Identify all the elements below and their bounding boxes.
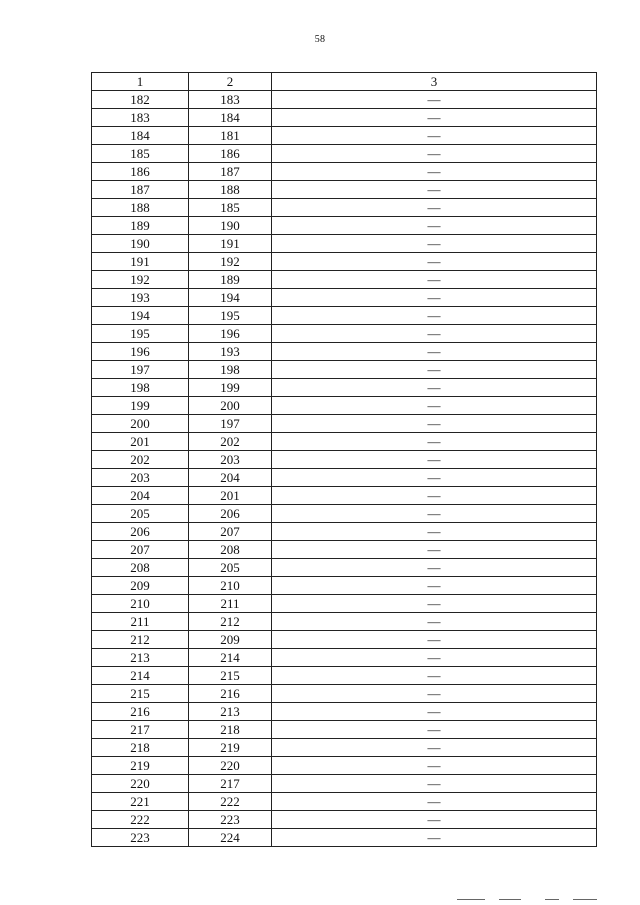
table-cell-col-2: 207	[189, 523, 272, 541]
table-cell-col-3: —	[272, 721, 597, 739]
table-row	[92, 721, 597, 739]
table-header	[92, 73, 597, 91]
table-cell-col-2: 224	[189, 829, 272, 847]
table-cell-col-2: 208	[189, 541, 272, 559]
table-cell-col-2: 183	[189, 91, 272, 109]
table-cell-col-2: 192	[189, 253, 272, 271]
table-cell-col-2: 184	[189, 109, 272, 127]
table-cell-col-2: 198	[189, 361, 272, 379]
table-cell-col-2: 199	[189, 379, 272, 397]
table-cell-col-1: 201	[92, 433, 189, 451]
table-cell-col-3: —	[272, 775, 597, 793]
table-cell-col-2: 205	[189, 559, 272, 577]
table-cell-col-2: 219	[189, 739, 272, 757]
table-cell-col-2: 189	[189, 271, 272, 289]
table-cell-col-3: —	[272, 253, 597, 271]
table-row	[92, 127, 597, 145]
table-cell-col-1: 185	[92, 145, 189, 163]
table-cell-col-3: —	[272, 145, 597, 163]
table-cell-col-2: 185	[189, 199, 272, 217]
table-cell-col-3: —	[272, 397, 597, 415]
table-row	[92, 433, 597, 451]
table-cell-col-3: —	[272, 613, 597, 631]
table-cell-col-1: 222	[92, 811, 189, 829]
table-row	[92, 397, 597, 415]
table-cell-col-3: —	[272, 793, 597, 811]
table-row	[92, 595, 597, 613]
table-cell-col-2: 190	[189, 217, 272, 235]
table-cell-col-1: 221	[92, 793, 189, 811]
table-row	[92, 361, 597, 379]
table-row	[92, 505, 597, 523]
table-cell-col-1: 182	[92, 91, 189, 109]
table-cell-col-2: 195	[189, 307, 272, 325]
table-cell-col-3: —	[272, 415, 597, 433]
table-cell-col-2: 200	[189, 397, 272, 415]
table-cell-col-3: —	[272, 289, 597, 307]
table-row	[92, 487, 597, 505]
table-cell-col-2: 201	[189, 487, 272, 505]
table-cell-col-1: 205	[92, 505, 189, 523]
table-cell-col-3: —	[272, 325, 597, 343]
table-cell-col-2: 213	[189, 703, 272, 721]
table-cell-col-3: —	[272, 685, 597, 703]
table-cell-col-3: —	[272, 379, 597, 397]
table-row	[92, 811, 597, 829]
table-cell-col-1: 202	[92, 451, 189, 469]
table-cell-col-2: 181	[189, 127, 272, 145]
table-cell-col-2: 203	[189, 451, 272, 469]
table-row	[92, 577, 597, 595]
table-cell-col-3: —	[272, 559, 597, 577]
table-cell-col-3: —	[272, 667, 597, 685]
table-cell-col-3: —	[272, 451, 597, 469]
table-cell-col-1: 191	[92, 253, 189, 271]
table-cell-col-3: —	[272, 829, 597, 847]
table-cell-col-2: 222	[189, 793, 272, 811]
table-cell-col-3: —	[272, 811, 597, 829]
table-row	[92, 667, 597, 685]
column-header-2: 2	[189, 73, 272, 91]
table-row	[92, 613, 597, 631]
table-cell-col-1: 190	[92, 235, 189, 253]
table-row	[92, 91, 597, 109]
table-row	[92, 685, 597, 703]
table-cell-col-2: 197	[189, 415, 272, 433]
table-row	[92, 289, 597, 307]
table-cell-col-2: 187	[189, 163, 272, 181]
table-cell-col-1: 214	[92, 667, 189, 685]
table-cell-col-2: 194	[189, 289, 272, 307]
table-cell-col-3: —	[272, 577, 597, 595]
table-row	[92, 217, 597, 235]
data-table	[91, 72, 597, 847]
header-row	[92, 73, 597, 91]
table-cell-col-1: 216	[92, 703, 189, 721]
table-cell-col-2: 217	[189, 775, 272, 793]
table-row	[92, 343, 597, 361]
table-cell-col-3: —	[272, 235, 597, 253]
column-header-3: 3	[272, 73, 597, 91]
table-cell-col-3: —	[272, 361, 597, 379]
table-cell-col-1: 197	[92, 361, 189, 379]
table-row	[92, 451, 597, 469]
table-cell-col-3: —	[272, 343, 597, 361]
table-row	[92, 559, 597, 577]
table-cell-col-1: 199	[92, 397, 189, 415]
table-cell-col-2: 191	[189, 235, 272, 253]
table-cell-col-1: 209	[92, 577, 189, 595]
table-cell-col-2: 216	[189, 685, 272, 703]
table-cell-col-3: —	[272, 199, 597, 217]
table-cell-col-1: 200	[92, 415, 189, 433]
table-cell-col-2: 188	[189, 181, 272, 199]
table-cell-col-1: 194	[92, 307, 189, 325]
table-row	[92, 379, 597, 397]
table-cell-col-2: 214	[189, 649, 272, 667]
table-cell-col-3: —	[272, 127, 597, 145]
table-cell-col-1: 208	[92, 559, 189, 577]
table-row	[92, 415, 597, 433]
table-cell-col-1: 195	[92, 325, 189, 343]
table-cell-col-3: —	[272, 217, 597, 235]
table-row	[92, 739, 597, 757]
table-cell-col-1: 203	[92, 469, 189, 487]
table-row	[92, 649, 597, 667]
table-row	[92, 235, 597, 253]
table-row	[92, 793, 597, 811]
table-cell-col-1: 192	[92, 271, 189, 289]
table-cell-col-2: 202	[189, 433, 272, 451]
table-cell-col-1: 204	[92, 487, 189, 505]
table-cell-col-3: —	[272, 163, 597, 181]
table-row	[92, 199, 597, 217]
table-cell-col-2: 223	[189, 811, 272, 829]
table-row	[92, 829, 597, 847]
table-row	[92, 775, 597, 793]
table-cell-col-3: —	[272, 541, 597, 559]
table-cell-col-1: 210	[92, 595, 189, 613]
column-header-1: 1	[92, 73, 189, 91]
table-cell-col-3: —	[272, 505, 597, 523]
table-cell-col-2: 211	[189, 595, 272, 613]
table-row	[92, 253, 597, 271]
table-row	[92, 325, 597, 343]
table-cell-col-1: 206	[92, 523, 189, 541]
table-cell-col-1: 220	[92, 775, 189, 793]
table-cell-col-3: —	[272, 433, 597, 451]
table-cell-col-3: —	[272, 739, 597, 757]
table-cell-col-2: 209	[189, 631, 272, 649]
table-cell-col-1: 184	[92, 127, 189, 145]
table-cell-col-1: 218	[92, 739, 189, 757]
table-cell-col-2: 186	[189, 145, 272, 163]
table-row	[92, 271, 597, 289]
table-cell-col-1: 223	[92, 829, 189, 847]
table-cell-col-2: 206	[189, 505, 272, 523]
table-cell-col-1: 196	[92, 343, 189, 361]
page-number: 58	[314, 34, 326, 45]
table-cell-col-1: 193	[92, 289, 189, 307]
table-row	[92, 469, 597, 487]
table-row	[92, 307, 597, 325]
table-cell-col-1: 213	[92, 649, 189, 667]
table-cell-col-1: 219	[92, 757, 189, 775]
table-cell-col-3: —	[272, 631, 597, 649]
table-row	[92, 145, 597, 163]
table-row	[92, 757, 597, 775]
table-cell-col-3: —	[272, 703, 597, 721]
footer-decoration	[455, 899, 605, 905]
table-cell-col-3: —	[272, 757, 597, 775]
table-cell-col-2: 215	[189, 667, 272, 685]
table-cell-col-2: 218	[189, 721, 272, 739]
table-row	[92, 631, 597, 649]
table-cell-col-2: 196	[189, 325, 272, 343]
table-cell-col-3: —	[272, 487, 597, 505]
table-cell-col-3: —	[272, 469, 597, 487]
table-cell-col-1: 187	[92, 181, 189, 199]
table-cell-col-2: 193	[189, 343, 272, 361]
table-cell-col-2: 204	[189, 469, 272, 487]
table-cell-col-1: 215	[92, 685, 189, 703]
table-body	[92, 91, 597, 847]
table-cell-col-3: —	[272, 307, 597, 325]
table-cell-col-3: —	[272, 181, 597, 199]
table-row	[92, 703, 597, 721]
table-row	[92, 163, 597, 181]
table-cell-col-3: —	[272, 523, 597, 541]
table-cell-col-1: 211	[92, 613, 189, 631]
table-cell-col-1: 189	[92, 217, 189, 235]
table-cell-col-1: 198	[92, 379, 189, 397]
table-cell-col-1: 183	[92, 109, 189, 127]
table-cell-col-2: 212	[189, 613, 272, 631]
table-cell-col-3: —	[272, 109, 597, 127]
table-cell-col-1: 186	[92, 163, 189, 181]
table-cell-col-3: —	[272, 91, 597, 109]
table-cell-col-2: 210	[189, 577, 272, 595]
table-cell-col-3: —	[272, 595, 597, 613]
table-cell-col-1: 207	[92, 541, 189, 559]
table-cell-col-1: 212	[92, 631, 189, 649]
table-cell-col-1: 217	[92, 721, 189, 739]
table-cell-col-3: —	[272, 649, 597, 667]
table-row	[92, 541, 597, 559]
table-row	[92, 523, 597, 541]
table-cell-col-1: 188	[92, 199, 189, 217]
table-row	[92, 109, 597, 127]
table-cell-col-3: —	[272, 271, 597, 289]
table-cell-col-2: 220	[189, 757, 272, 775]
table-row	[92, 181, 597, 199]
